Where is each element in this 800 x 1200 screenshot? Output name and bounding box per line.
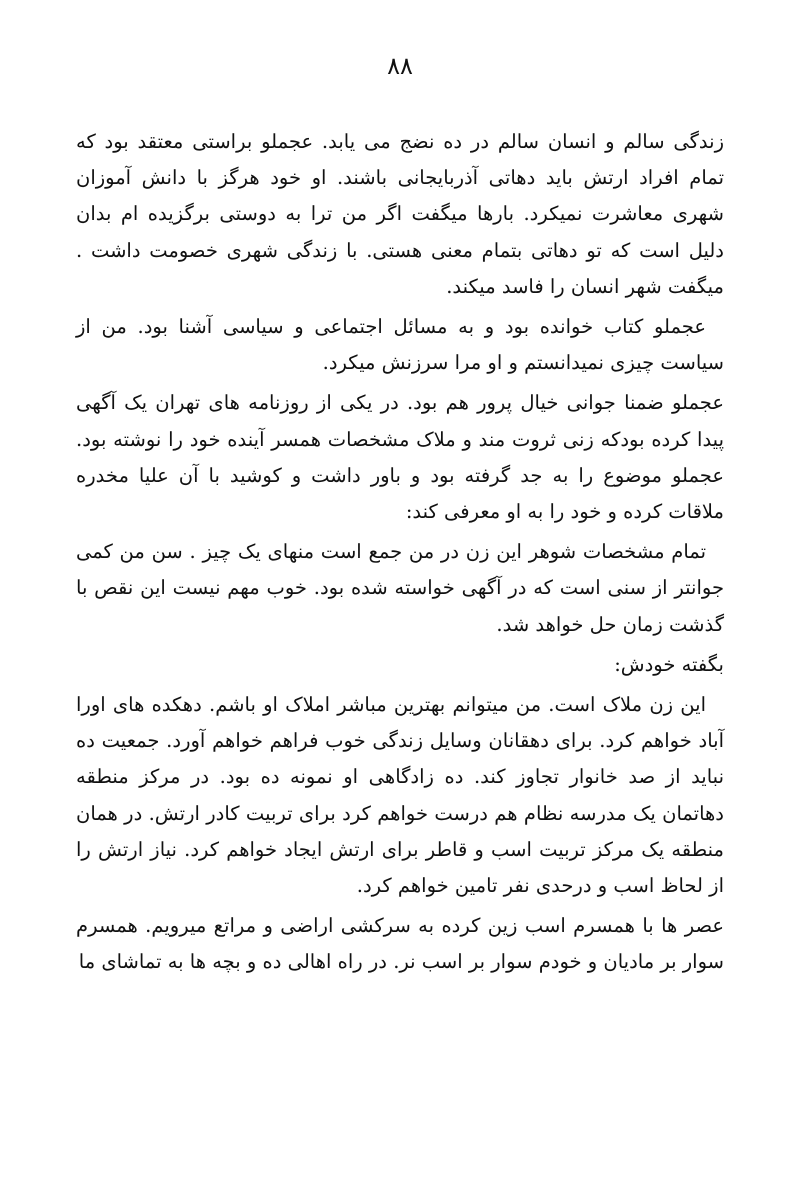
paragraph-2: عجملو کتاب خوانده بود و به مسائل اجتماعی و سیاسی آشنا بود. من از سیاست چیزی نمیدانستم و او مرا سرزنش میکرد. xyxy=(76,315,724,375)
paragraph-6: این زن ملاک است. من میتوانم بهترین مباشر املاک او باشم. دهکده های اورا آباد خواهم کرد. برای دهقانان وسایل زندگی خوب فراهم خواهم آورد. جمعیت ده نباید از صد خانوار تجاوز کند. ده زادگاهی او نمونه ده بود. در مرکز منطقه دهاتمان یک مدرسه نظام هم درست خواهم کرد برای تربیت کادر ارتش. در همان منطقه یک مرکز تربیت اسب و قاطر برای ارتش ایجاد خواهم کرد. نیاز ارتش را از لحاظ اسب و درحدی نفر تامین خواهم کرد. xyxy=(76,693,724,898)
page-number: ۸۸ xyxy=(387,52,413,80)
paragraph-5: بگفته خودش: xyxy=(614,652,724,676)
paragraph-3: عجملو ضمنا جوانی خیال پرور هم بود. در یکی از روزنامه های تهران یک آگهی پیدا کرده بودکه زنی ثروت مند و ملاک مشخصات همسر آینده خود را نوشته بود. عجملو موضوع را به جد گرفته بود و باور داشت و کوشید با آن علیا مخدره ملاقات کرده و خود را به او معرفی کند: xyxy=(76,391,724,524)
paragraph-7: عصر ها با همسرم اسب زین کرده به سرکشی اراضی و مراتع میرویم. همسرم سوار بر مادیان و خودم سوار بر اسب نر. در راه اهالی ده و بچه ها به تماشای ما xyxy=(76,914,724,974)
body-text xyxy=(76,124,724,985)
paragraph-1: زندگی سالم و انسان سالم در ده نضج می یابد. عجملو براستی معتقد بود که تمام افراد ارتش باید دهاتی آذربایجانی باشند. او خود هرگز با دانش آموزان شهری معاشرت نمیکرد. بارها میگفت اگر من ترا به دوستی برگزیده ام بدان دلیل است که تو دهاتی بتمام معنی هستی. با زندگی شهری خصومت داشت . میگفت شهر انسان را فاسد میکند. xyxy=(76,130,724,298)
paragraph-4: تمام مشخصات شوهر این زن در من جمع است منهای یک چیز . سن من کمی جوانتر از سنی است که در آگهی خواسته شده بود. خوب مهم نیست این نقص با گذشت زمان حل خواهد شد. xyxy=(76,540,724,636)
